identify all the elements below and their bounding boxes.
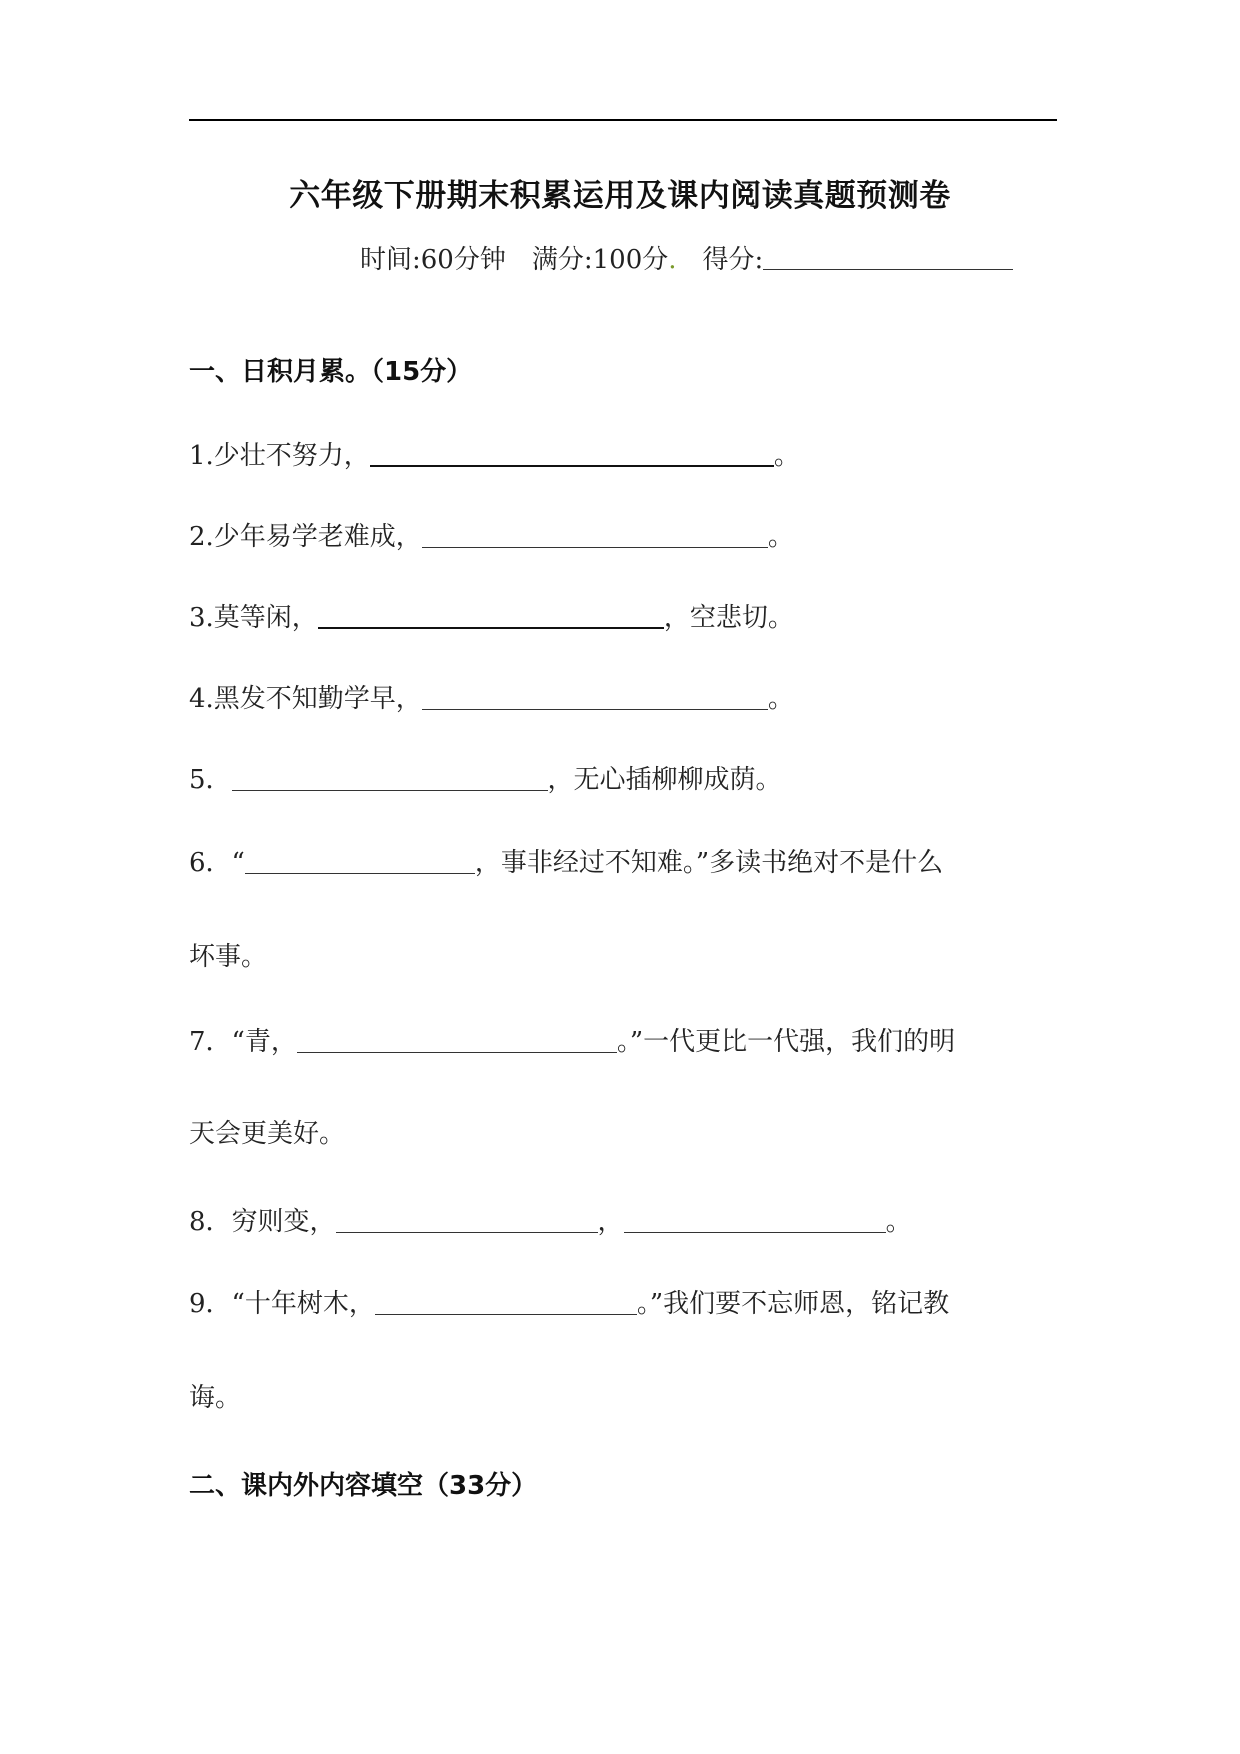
time-limit: 时间:60分钟: [360, 245, 506, 275]
answer-blank[interactable]: [336, 1208, 598, 1233]
question-text: 。”一代更比一代强，我们的明: [616, 1027, 956, 1057]
question-text: 3.莫等闲，: [189, 603, 318, 633]
header-rule: [189, 119, 1057, 121]
section-2-title: 二、课内外内容填空（33分）: [189, 1471, 538, 1501]
question-text: 5．: [189, 765, 232, 795]
question-9-continued: 诲。: [189, 1383, 242, 1413]
question-6-continued: 坏事。: [189, 942, 268, 972]
question-8: [189, 1202, 912, 1242]
answer-blank[interactable]: [422, 685, 768, 710]
question-text: ，事非经过不知难。”多读书绝对不是什么: [474, 848, 944, 878]
question-text: 。”我们要不忘师恩，铭记教: [636, 1289, 950, 1319]
question-text: 4.黑发不知勤学早，: [189, 684, 422, 714]
answer-blank[interactable]: [245, 849, 475, 874]
question-text: 9．“十年树木，: [189, 1289, 375, 1319]
question-text: 。: [767, 522, 794, 552]
meta-dot: .: [668, 245, 677, 275]
answer-blank[interactable]: [375, 1290, 637, 1315]
answer-blank[interactable]: [370, 441, 774, 467]
question-1: [189, 436, 800, 476]
question-text: 2.少年易学老难成，: [189, 522, 422, 552]
question-text: 。: [773, 441, 800, 471]
question-text: 。: [885, 1207, 912, 1237]
answer-blank[interactable]: [297, 1028, 617, 1053]
question-3: [189, 598, 794, 638]
answer-blank[interactable]: [422, 523, 768, 548]
question-text: 。: [767, 684, 794, 714]
question-2: [189, 517, 794, 557]
answer-blank[interactable]: [318, 603, 664, 629]
question-6: [189, 843, 943, 883]
score-label: 得分:: [702, 245, 764, 275]
question-text: ，: [597, 1207, 624, 1237]
question-text: 1.少壮不努力，: [189, 441, 370, 471]
question-4: [189, 679, 794, 719]
question-5: [189, 760, 782, 800]
question-text: ，空悲切。: [663, 603, 794, 633]
question-9: [189, 1284, 949, 1324]
exam-meta: [360, 241, 1013, 279]
question-text: 8．穷则变，: [189, 1207, 336, 1237]
answer-blank[interactable]: [232, 766, 548, 791]
question-7-continued: 天会更美好。: [189, 1119, 346, 1149]
score-blank[interactable]: [763, 245, 1013, 270]
answer-blank[interactable]: [624, 1208, 886, 1233]
page-title: 六年级下册期末积累运用及课内阅读真题预测卷: [289, 178, 951, 214]
question-text: 6．“: [189, 848, 245, 878]
full-score: 满分:100分: [531, 245, 669, 275]
question-text: 7．“青，: [189, 1027, 297, 1057]
section-1-title: 一、日积月累。（15分）: [189, 357, 473, 387]
question-text: ，无心插柳柳成荫。: [547, 765, 782, 795]
question-7: [189, 1022, 955, 1062]
